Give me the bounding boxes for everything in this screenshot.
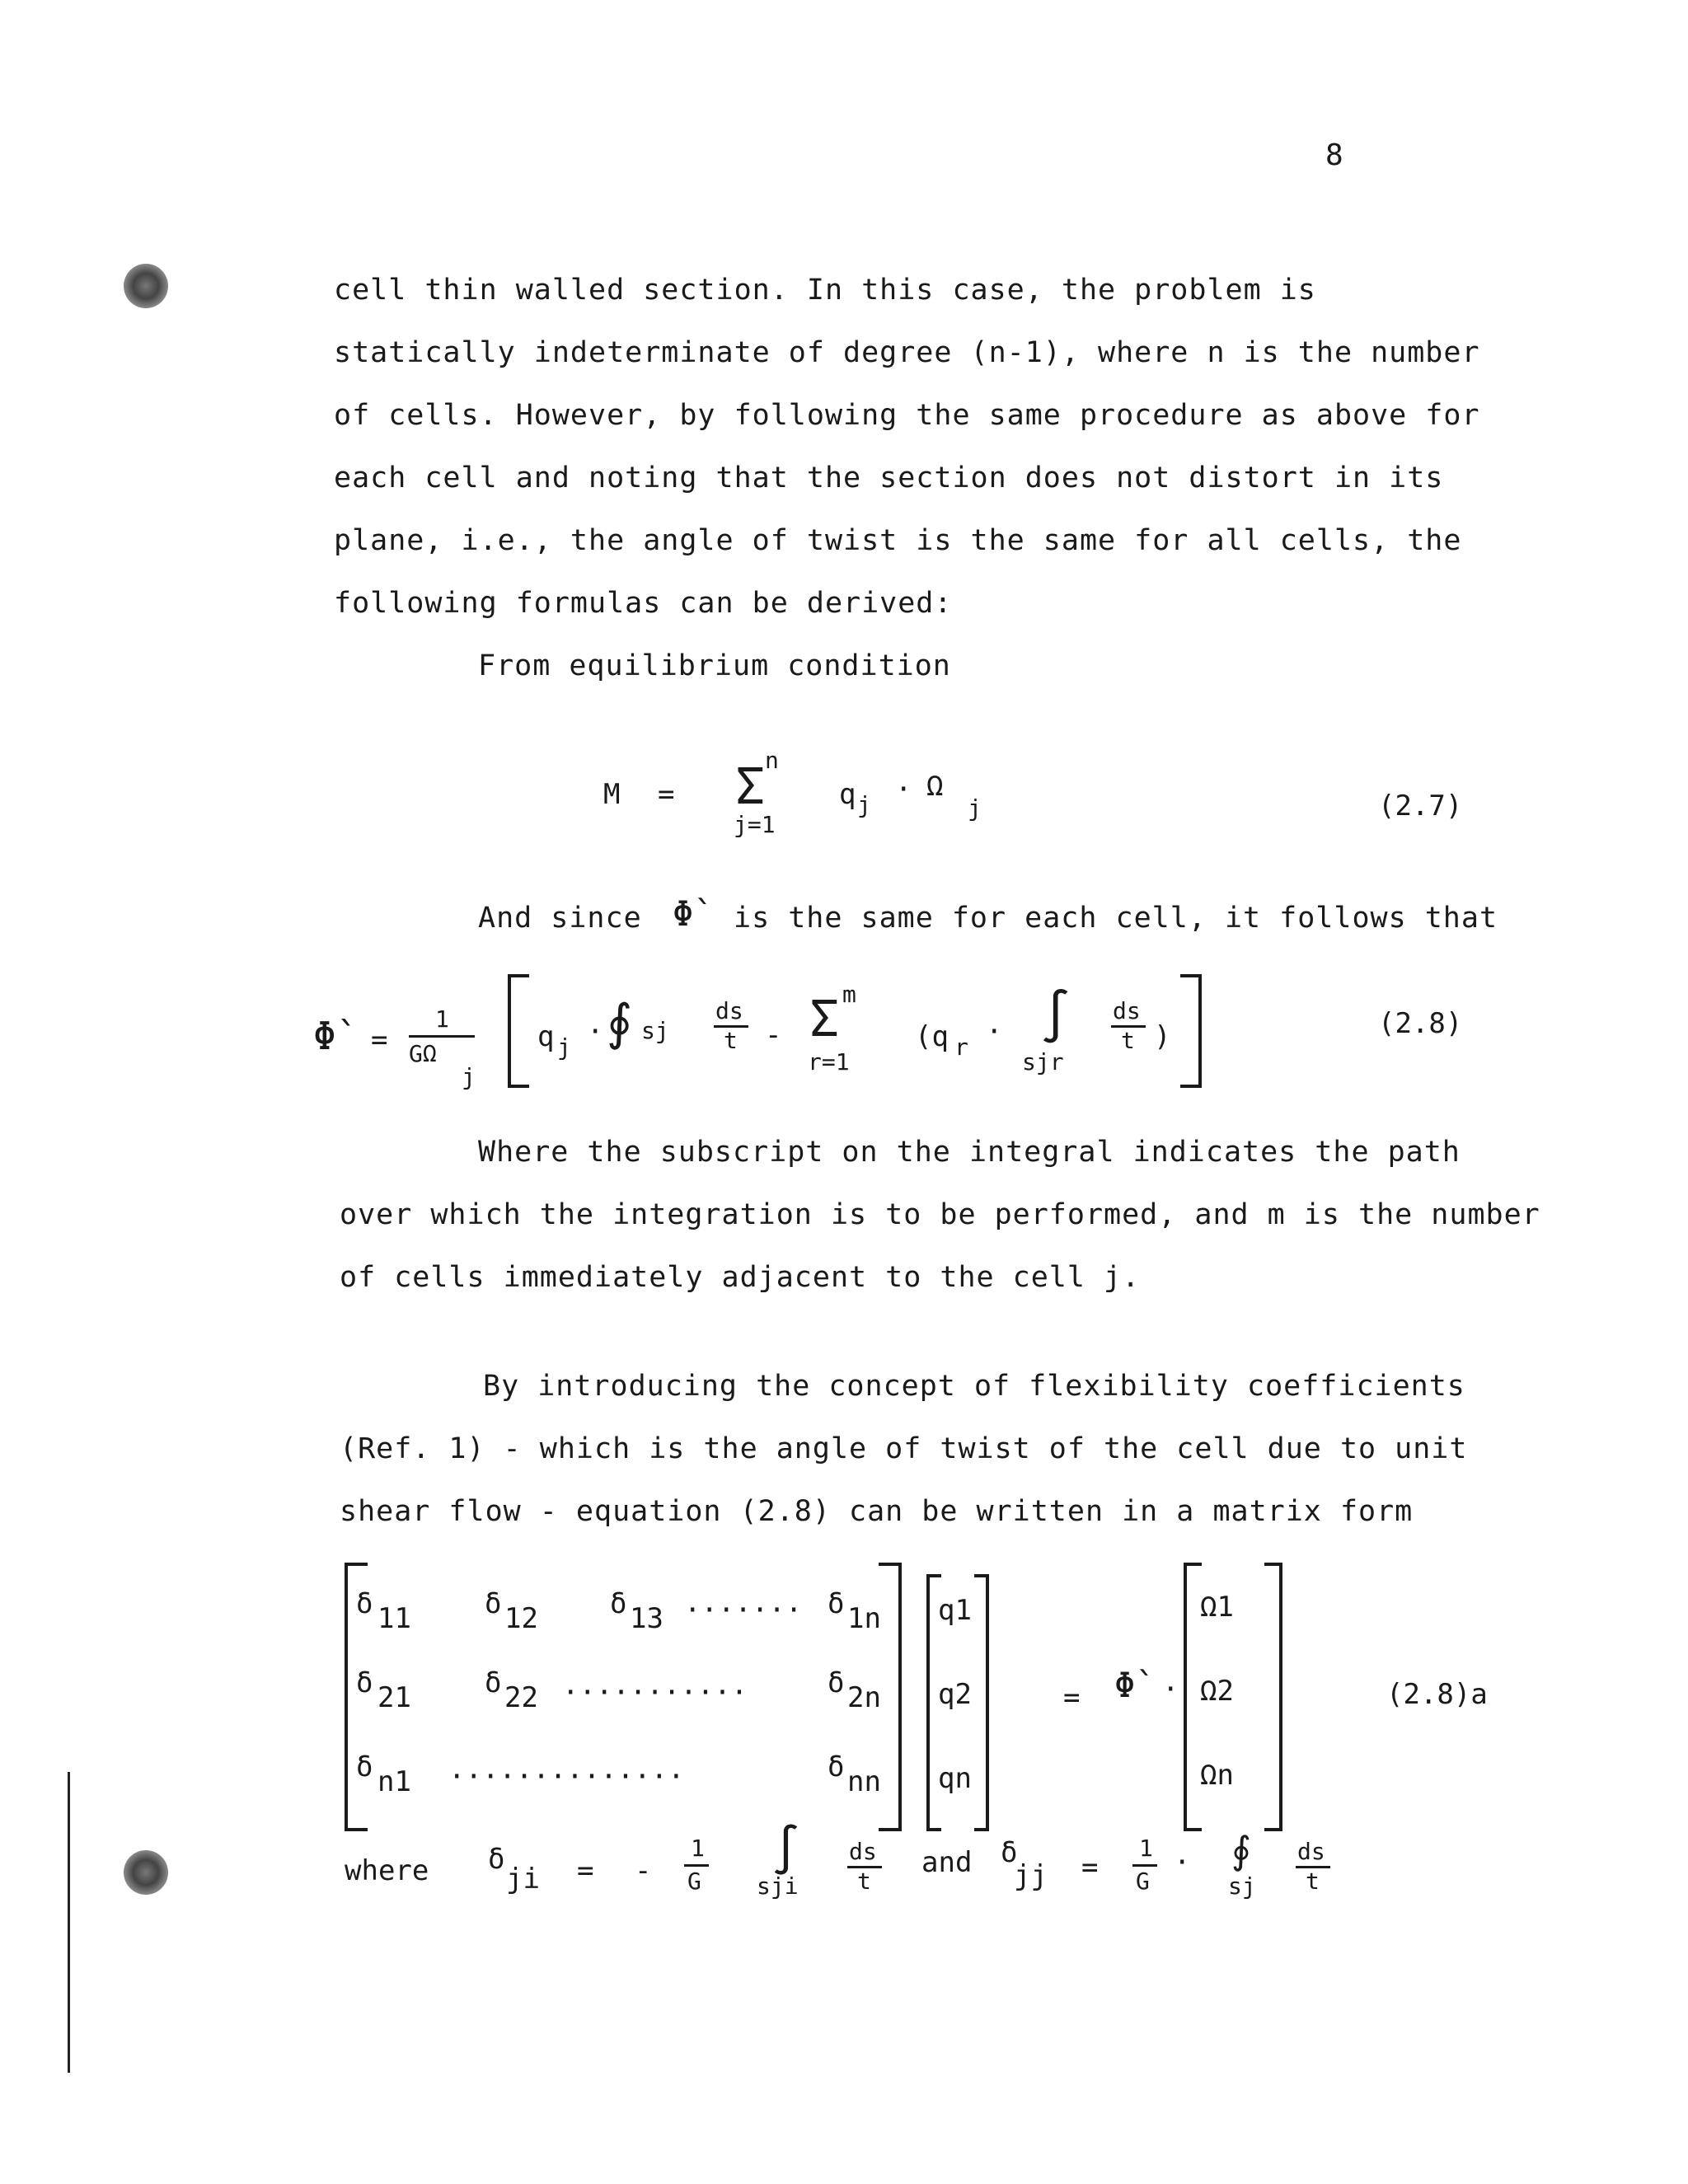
- omega-vector-item-2: Ω2: [1200, 1675, 1234, 1708]
- margin-mark: [68, 1772, 70, 2073]
- eq28-equals: =: [371, 1024, 388, 1057]
- eq28-sum-upper: m: [842, 981, 856, 1008]
- paragraph2-line1: Where the subscript on the integral indicates the path: [478, 1136, 1461, 1169]
- where-frac-den: G: [687, 1868, 701, 1895]
- eq28-ds2: ds: [1113, 997, 1141, 1024]
- eq28-path: sj: [641, 1017, 669, 1044]
- delta-icon: δ: [488, 1843, 505, 1876]
- eq28-ds: ds: [715, 997, 743, 1024]
- integral-icon: ∫: [1040, 986, 1071, 1046]
- eq28-phi: Φ̀: [313, 1014, 336, 1058]
- delta-11-sub: 11: [377, 1602, 411, 1635]
- delta-22-sub: 22: [504, 1681, 538, 1714]
- matrix-label: (2.8)a: [1386, 1678, 1488, 1711]
- paragraph1-line5: plane, i.e., the angle of twist is the same for all cells, the: [334, 524, 1462, 557]
- omega-vector-item-n: Ωn: [1200, 1759, 1234, 1792]
- eq28-frac-den: GΩ: [409, 1040, 437, 1067]
- paragraph2-line3: of cells immediately adjacent to the cell j.: [340, 1261, 1141, 1294]
- eq27-q: q: [839, 778, 856, 811]
- summation-icon: Σ: [809, 991, 840, 1048]
- where-frac-bar2: [1132, 1864, 1157, 1867]
- delta-icon: δ: [485, 1587, 502, 1620]
- omega-vector-left-bracket: [1184, 1563, 1202, 1831]
- eq28-frac-num: 1: [435, 1005, 449, 1033]
- row1-dots: ·······: [684, 1594, 803, 1627]
- eq27-omega: Ω: [926, 770, 944, 803]
- where-path2: sj: [1228, 1872, 1256, 1900]
- where-frac-bar: [684, 1864, 709, 1867]
- eq27-sum-upper: n: [765, 747, 779, 774]
- matrix-phi: Φ̀: [1114, 1665, 1136, 1705]
- eq28-t: t: [724, 1027, 738, 1054]
- where-frac-den2: G: [1136, 1868, 1150, 1895]
- q-vector-right-bracket: [974, 1574, 989, 1831]
- where-t: t: [857, 1868, 871, 1895]
- where-dot: ·: [1174, 1846, 1191, 1879]
- eq28-t2: t: [1121, 1027, 1135, 1054]
- where-label: where: [345, 1854, 429, 1887]
- summation-icon: Σ: [735, 758, 766, 816]
- eq27-dot: ·: [895, 773, 912, 806]
- integral-icon: ∫: [771, 1821, 800, 1877]
- delta-icon: δ: [828, 1750, 845, 1783]
- where-t2: t: [1306, 1868, 1320, 1895]
- punch-hole-top: [124, 264, 168, 308]
- eq27-omega-sub: j: [968, 794, 982, 822]
- page-number: 8: [1325, 138, 1343, 172]
- contour-integral-icon: ∮: [607, 994, 633, 1052]
- eq28-path2: sjr: [1022, 1048, 1064, 1076]
- delta-icon: δ: [828, 1587, 845, 1620]
- eq28-close: ): [1154, 1020, 1171, 1053]
- where-ds2: ds: [1297, 1838, 1325, 1865]
- delta-21-sub: 21: [377, 1681, 411, 1714]
- omega-vector-right-bracket: [1264, 1563, 1282, 1831]
- row3-dots: ··············: [448, 1760, 685, 1793]
- delta-icon: δ: [356, 1750, 373, 1783]
- where-eq: =: [577, 1854, 594, 1887]
- where-eq2: =: [1081, 1851, 1099, 1884]
- eq28-fraction-bar: [409, 1035, 475, 1038]
- where-minus: -: [635, 1854, 652, 1887]
- delta-12-sub: 12: [504, 1602, 538, 1635]
- eq27-label: (2.7): [1378, 790, 1463, 823]
- eq27-sum-lower: j=1: [734, 811, 776, 838]
- eq28-dot: ·: [587, 1015, 604, 1048]
- matrix-right-bracket: [879, 1563, 902, 1831]
- eq28-qr-sub: r: [954, 1033, 968, 1061]
- paragraph2-line2: over which the integration is to be performed, and m is the number: [340, 1198, 1540, 1231]
- where-frac-num2: 1: [1139, 1835, 1153, 1862]
- where-and: and: [921, 1846, 973, 1879]
- eq28-right-bracket: [1180, 974, 1202, 1088]
- eq28-frac-den-sub: j: [462, 1063, 476, 1090]
- delta-2n-sub: 2n: [847, 1681, 881, 1714]
- paragraph3-line2: (Ref. 1) - which is the angle of twist of the cell due to unit: [340, 1432, 1468, 1465]
- eq28-dot2: ·: [986, 1015, 1003, 1048]
- eq27-equals: =: [658, 778, 675, 811]
- dji-sub: ji: [506, 1863, 540, 1896]
- delta-icon: δ: [485, 1666, 502, 1699]
- phi-prime-symbol: Φ̀: [673, 893, 694, 934]
- djj-sub: jj: [1014, 1859, 1048, 1892]
- punch-hole-bottom: [124, 1850, 168, 1895]
- eq28-open: (q: [915, 1020, 949, 1053]
- delta-icon: δ: [1001, 1836, 1018, 1869]
- since-before: And since: [478, 902, 642, 935]
- delta-icon: δ: [356, 1587, 373, 1620]
- omega-vector-item-1: Ω1: [1200, 1591, 1234, 1624]
- contour-integral-icon: ∮: [1231, 1828, 1251, 1872]
- where-ds: ds: [849, 1838, 877, 1865]
- delta-icon: δ: [828, 1666, 845, 1699]
- paragraph3-line1: By introducing the concept of flexibility coefficients: [483, 1370, 1465, 1403]
- eq28-left-bracket: [508, 974, 529, 1088]
- delta-1n-sub: 1n: [847, 1602, 881, 1635]
- where-frac-num: 1: [691, 1835, 705, 1862]
- q-vector-item-2: q2: [938, 1678, 972, 1711]
- eq28-q-sub: j: [557, 1033, 571, 1061]
- matrix-equals: =: [1063, 1681, 1081, 1714]
- paragraph1-line1: cell thin walled section. In this case, the problem is: [334, 274, 1316, 307]
- paragraph1-line4: each cell and noting that the section does not distort in its: [334, 462, 1444, 494]
- eq27-lhs: M: [603, 778, 621, 811]
- paragraph3-line3: shear flow - equation (2.8) can be written in a matrix form: [340, 1495, 1414, 1528]
- where-path: sji: [757, 1872, 799, 1900]
- paragraph1-line2: statically indeterminate of degree (n-1), where n is the number: [334, 336, 1480, 369]
- since-after: is the same for each cell, it follows that: [734, 902, 1498, 935]
- eq28-q: q: [537, 1020, 555, 1053]
- eq28-minus: -: [765, 1019, 782, 1052]
- delta-13-sub: 13: [630, 1602, 663, 1635]
- delta-nn-sub: nn: [847, 1765, 881, 1798]
- row2-dots: ···········: [562, 1676, 748, 1709]
- paragraph1-line6: following formulas can be derived:: [334, 587, 953, 620]
- paragraph1-line3: of cells. However, by following the same procedure as above for: [334, 399, 1480, 432]
- equilibrium-intro: From equilibrium condition: [478, 649, 951, 682]
- eq27-q-sub: j: [857, 791, 871, 818]
- q-vector-item-1: q1: [938, 1594, 972, 1627]
- delta-n1-sub: n1: [377, 1765, 411, 1798]
- delta-icon: δ: [356, 1666, 373, 1699]
- q-vector-item-n: qn: [938, 1762, 972, 1795]
- eq28-sum-lower: r=1: [808, 1048, 850, 1076]
- matrix-dot: ·: [1162, 1673, 1179, 1706]
- delta-icon: δ: [610, 1587, 627, 1620]
- eq28-label: (2.8): [1378, 1007, 1463, 1040]
